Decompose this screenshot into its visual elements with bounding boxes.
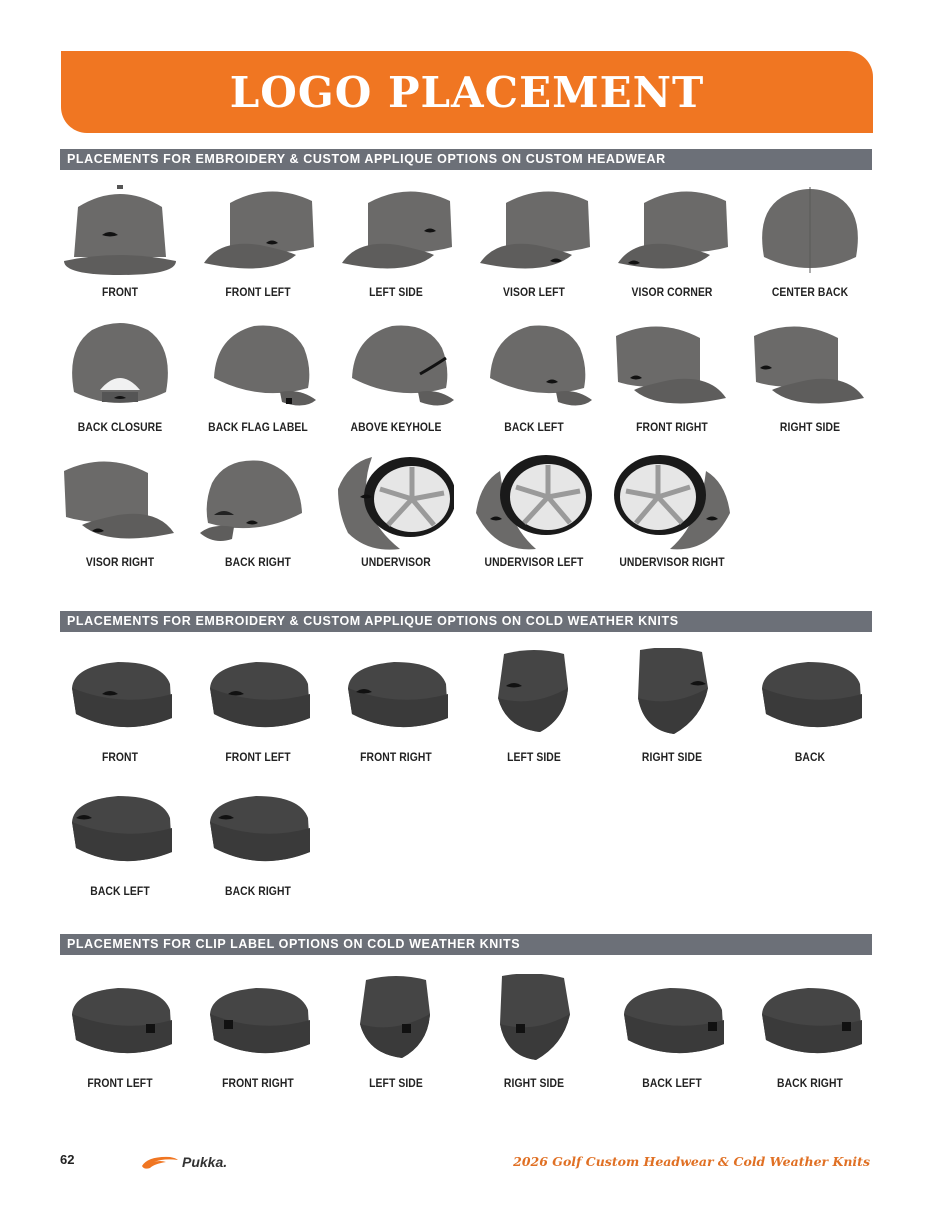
placement-label: ABOVE KEYHOLE xyxy=(350,422,442,434)
placement-item xyxy=(604,974,740,1090)
beanie-clip-back-left-image xyxy=(614,974,730,1074)
placement-label: VISOR RIGHT xyxy=(85,557,155,569)
brand-name: Pukka. xyxy=(182,1154,228,1170)
beanie-back-right-image xyxy=(200,782,316,882)
placement-item xyxy=(742,183,878,299)
beanie-back-image xyxy=(752,648,868,748)
cap-back-left-image xyxy=(476,318,592,418)
placement-item xyxy=(52,453,188,569)
cap-back-closure-image xyxy=(62,318,178,418)
beanie-clip-left-side-image xyxy=(338,974,454,1074)
placement-label: RIGHT SIDE xyxy=(779,422,841,434)
placement-label: BACK RIGHT xyxy=(225,557,291,569)
placement-item xyxy=(604,453,740,569)
placement-item xyxy=(52,782,188,898)
placement-item xyxy=(190,648,326,764)
section-header-headwear: PLACEMENTS FOR EMBROIDERY & CUSTOM APPLIQUE OPTIONS ON CUSTOM HEADWEAR xyxy=(60,149,872,170)
placement-item xyxy=(190,974,326,1090)
placement-item xyxy=(742,318,878,434)
placement-label: UNDERVISOR RIGHT xyxy=(619,557,725,569)
placement-label: BACK RIGHT xyxy=(225,886,291,898)
placement-label: UNDERVISOR xyxy=(361,557,431,569)
placement-label: BACK FLAG LABEL xyxy=(208,422,308,434)
beanie-clip-front-left-image xyxy=(62,974,178,1074)
placement-label: RIGHT SIDE xyxy=(641,752,703,764)
placement-item xyxy=(466,453,602,569)
title-banner xyxy=(61,51,873,133)
placement-item xyxy=(466,183,602,299)
placement-label: FRONT RIGHT xyxy=(360,752,432,764)
placement-label: LEFT SIDE xyxy=(507,752,561,764)
cap-visor-left-image xyxy=(476,183,592,283)
placement-item xyxy=(52,183,188,299)
cap-undervisor-right-image xyxy=(614,453,730,553)
placement-label: UNDERVISOR LEFT xyxy=(484,557,584,569)
beanie-clip-back-right-image xyxy=(752,974,868,1074)
cap-back-flag-label-image xyxy=(200,318,316,418)
placement-label: BACK LEFT xyxy=(90,886,150,898)
cap-undervisor-left-image xyxy=(476,453,592,553)
beanie-front-left-image xyxy=(200,648,316,748)
catalog-title: 2026 Golf Custom Headwear & Cold Weather Knits xyxy=(513,1154,870,1169)
beanie-clip-front-right-image xyxy=(200,974,316,1074)
placement-item xyxy=(190,318,326,434)
brand-logo xyxy=(140,1152,227,1172)
placement-item xyxy=(190,782,326,898)
placement-label: FRONT RIGHT xyxy=(222,1078,294,1090)
placement-label: BACK RIGHT xyxy=(777,1078,843,1090)
cap-above-keyhole-image xyxy=(338,318,454,418)
placement-label: BACK CLOSURE xyxy=(77,422,163,434)
beanie-front-right-image xyxy=(338,648,454,748)
beanie-front-image xyxy=(62,648,178,748)
placement-item xyxy=(604,648,740,764)
placement-item xyxy=(328,318,464,434)
placement-label: BACK xyxy=(794,752,826,764)
placement-label: BACK LEFT xyxy=(642,1078,702,1090)
section-header-knits-embroidery: PLACEMENTS FOR EMBROIDERY & CUSTOM APPLIQUE OPTIONS ON COLD WEATHER KNITS xyxy=(60,611,872,632)
cap-front-image xyxy=(62,183,178,283)
cap-undervisor-image xyxy=(338,453,454,553)
placement-item xyxy=(328,183,464,299)
pukka-swoosh-icon xyxy=(140,1154,180,1170)
page-title: LOGO PLACEMENT xyxy=(229,67,705,117)
cap-center-back-image xyxy=(752,183,868,283)
placement-label: FRONT LEFT xyxy=(225,287,291,299)
cap-back-right-image xyxy=(200,453,316,553)
placement-label: FRONT xyxy=(101,287,139,299)
placement-label: BACK LEFT xyxy=(504,422,564,434)
section-header-knits-clip-label: PLACEMENTS FOR CLIP LABEL OPTIONS ON COLD WEATHER KNITS xyxy=(60,934,872,955)
cap-front-right-image xyxy=(614,318,730,418)
cap-visor-right-image xyxy=(62,453,178,553)
placement-item xyxy=(328,453,464,569)
placement-item xyxy=(52,318,188,434)
placement-item xyxy=(466,648,602,764)
placement-label: CENTER BACK xyxy=(771,287,849,299)
placement-item xyxy=(466,974,602,1090)
placement-item xyxy=(328,648,464,764)
placement-item xyxy=(52,648,188,764)
placement-label: FRONT LEFT xyxy=(87,1078,153,1090)
placement-label: FRONT LEFT xyxy=(225,752,291,764)
placement-item xyxy=(604,183,740,299)
page-number: 62 xyxy=(60,1152,75,1167)
placement-item xyxy=(466,318,602,434)
placement-label: RIGHT SIDE xyxy=(503,1078,565,1090)
beanie-back-left-image xyxy=(62,782,178,882)
beanie-clip-right-side-image xyxy=(476,974,592,1074)
beanie-left-side-image xyxy=(476,648,592,748)
placement-item xyxy=(742,648,878,764)
placement-label: LEFT SIDE xyxy=(369,287,423,299)
placement-item xyxy=(52,974,188,1090)
cap-left-side-image xyxy=(338,183,454,283)
placement-label: VISOR CORNER xyxy=(631,287,713,299)
cap-front-left-image xyxy=(200,183,316,283)
cap-visor-corner-image xyxy=(614,183,730,283)
cap-right-side-image xyxy=(752,318,868,418)
placement-label: FRONT RIGHT xyxy=(636,422,708,434)
placement-label: LEFT SIDE xyxy=(369,1078,423,1090)
placement-item xyxy=(742,974,878,1090)
beanie-right-side-image xyxy=(614,648,730,748)
placement-item xyxy=(190,453,326,569)
placement-item xyxy=(604,318,740,434)
placement-item xyxy=(190,183,326,299)
placement-label: VISOR LEFT xyxy=(503,287,565,299)
placement-label: FRONT xyxy=(101,752,139,764)
placement-item xyxy=(328,974,464,1090)
